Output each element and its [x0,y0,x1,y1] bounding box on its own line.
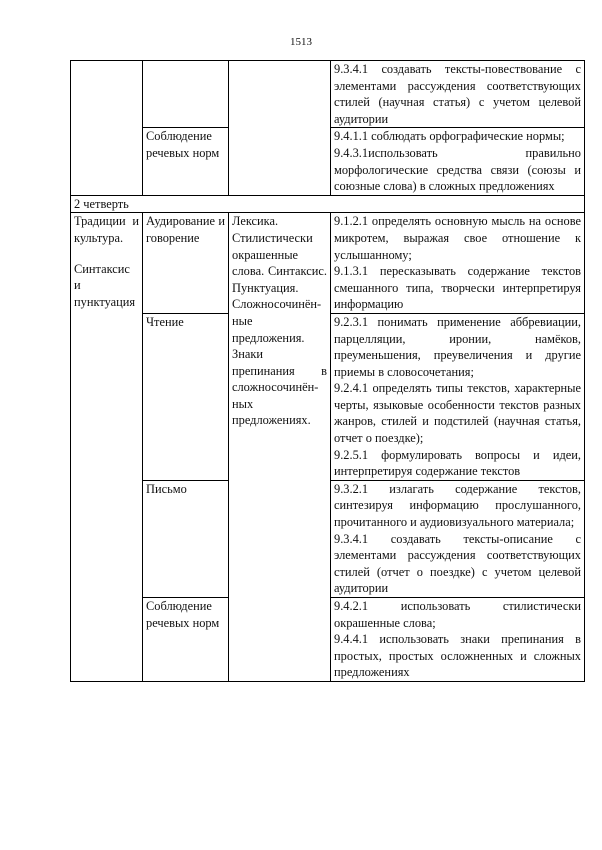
theme-cell-empty [71,61,143,196]
skill-name: Письмо [146,481,187,496]
goals-cell [331,313,585,480]
skill-name: Соблюдение речевых норм [146,599,220,630]
learning-goal: 9.4.4.1 использовать знаки препинания в простых, простых осложненных и сложных предложениях [334,632,581,680]
learning-goal: 9.3.4.1 создавать тексты-описание с элементами рассуждения соответствующих стилей (отчет о поездке) с учетом целевой аудитории [334,531,581,596]
goals-cell [331,61,585,128]
learning-goal: 9.4.3.1использовать правильно морфологические средства связи (союзы и союзные слова) в сложных предложениях [334,145,581,194]
learning-goal: 9.3.4.1 создавать тексты-повествование с элементами рассуждения соответствующих стилей (научная статья) с учетом целевой аудитории [334,62,581,126]
learning-goal: 9.1.3.1 пересказывать содержание текстов смешанного типа, творчески интерпретируя информацию [334,264,581,312]
theme-title: Традиции и культура. [74,214,139,245]
skill-name: Чтение [146,314,184,329]
goals-cell [331,480,585,597]
theme-cell [71,213,143,682]
content-topics: Лексика. Стилистически окрашенные слова. Синтаксис. Пунктуация. Сложносочинён-ные предложения. Знаки препинания в сложносочинён-ных предложениях. [232,214,327,428]
learning-goal: 9.2.3.1 понимать применение аббревиации, парцелляции, иронии, намёков, преуменьшения, преувеличения и другие приемы в словосочетания; [334,314,581,379]
table-row [71,61,585,128]
skill-cell [143,213,229,314]
table-row [71,213,585,314]
skill-cell [143,480,229,597]
goals-cell [331,213,585,314]
learning-goal: 9.4.1.1 соблюдать орфографические нормы; [334,129,565,144]
content-cell-empty [229,61,331,196]
goals-cell [331,128,585,195]
quarter-heading: 2 четверть [71,195,585,213]
skill-cell: Соблюдение речевых норм [143,128,229,195]
goals-cell [331,598,585,682]
learning-goal: 9.3.2.1 излагать содержание текстов, синтезируя информацию прослушанного, прочитанного и аудиовизуального материала; [334,481,581,530]
content-cell [229,213,331,682]
learning-goal: 9.4.2.1 использовать стилистически окрашенные слова; [334,599,581,630]
skill-cell [143,313,229,480]
learning-goal: 9.1.2.1 определять основную мысль на основе микротем, выражая свое отношение к услышанному; [334,214,581,262]
page-number: 1513 [290,36,312,48]
skill-cell [143,61,229,128]
skill-cell [143,598,229,682]
curriculum-table [70,60,585,682]
skill-name: Аудирование и говорение [146,214,225,245]
table-row [71,195,585,213]
grammar-topic: Синтаксис и пунктуация [74,261,136,309]
learning-goal: 9.2.5.1 формулировать вопросы и идеи, интерпретируя содержание текстов [334,447,581,479]
learning-goal: 9.2.4.1 определять типы текстов, характерные черты, языковые особенности текстов разных жанров, стилей и подстилей (научная статья, отчет о поездке); [334,381,581,446]
